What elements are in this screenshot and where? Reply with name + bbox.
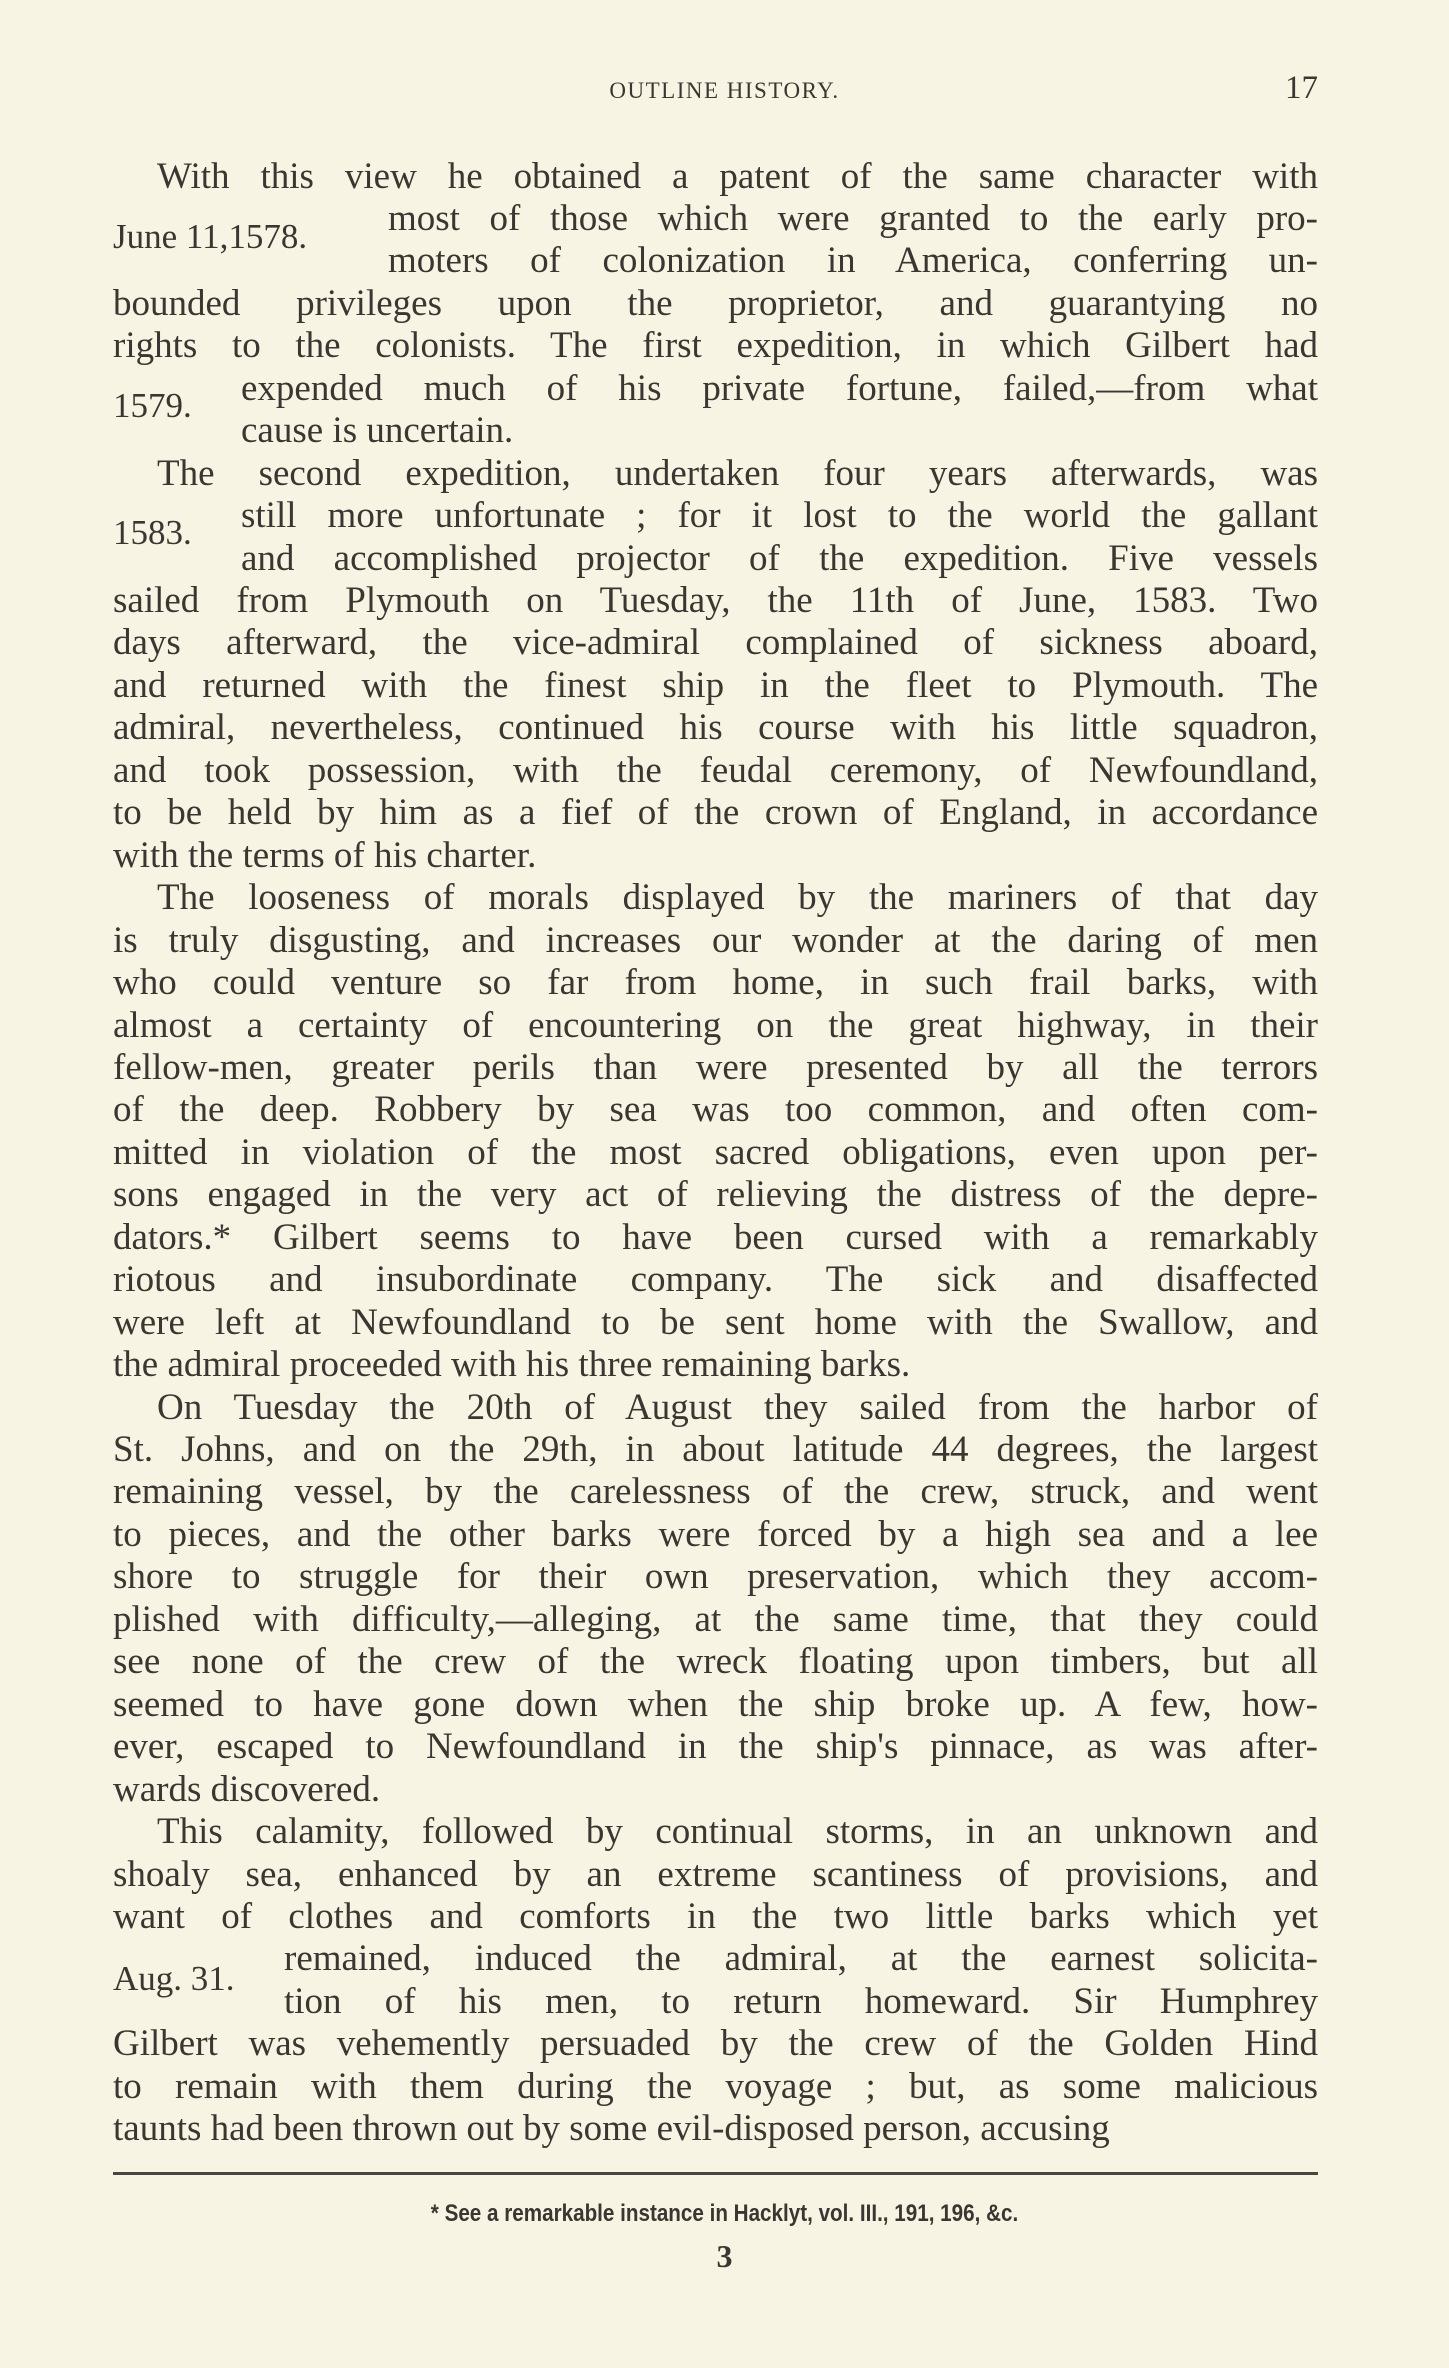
text-line: expended much of his private fortune, failed,—from what [241, 367, 1318, 409]
footnote-rule [113, 2172, 1318, 2175]
text-line: dators.* Gilbert seems to have been cursed with a remarkably [113, 1216, 1318, 1258]
text-line: who could venture so far from home, in such frail barks, with [113, 962, 1318, 1004]
text-line: and returned with the finest ship in the fleet to Plymouth. The [113, 664, 1318, 706]
text-line: cause is uncertain. [241, 410, 514, 452]
text-line: want of clothes and comforts in the two little barks which yet [113, 1895, 1318, 1937]
side-note: 1579. [113, 386, 192, 425]
page-number: 17 [1285, 70, 1318, 106]
text-line: sons engaged in the very act of relieving the distress of the depre- [113, 1174, 1318, 1216]
text-line: admiral, nevertheless, continued his course with his little squadron, [113, 707, 1318, 749]
text-line: were left at Newfoundland to be sent home with the Swallow, and [113, 1301, 1318, 1343]
text-line: remained, induced the admiral, at the earnest solicita- [284, 1938, 1318, 1980]
text-line: This calamity, followed by continual storms, in an unknown and [157, 1811, 1318, 1853]
text-line: shore to struggle for their own preservation, which they accom- [113, 1556, 1318, 1598]
text-line: almost a certainty of encountering on the great highway, in their [113, 1004, 1318, 1046]
text-line: remaining vessel, by the carelessness of the crew, struck, and went [113, 1471, 1318, 1513]
text-line: to be held by him as a fief of the crown of England, in accordance [113, 792, 1318, 834]
signature-mark: 3 [716, 2238, 733, 2274]
side-note: June 11,1578. [113, 217, 308, 256]
text-line: see none of the crew of the wreck floating upon timbers, but all [113, 1641, 1318, 1683]
text-line: fellow-men, greater perils than were presented by all the terrors [113, 1046, 1318, 1088]
side-note: Aug. 31. [113, 1959, 235, 1998]
text-line: tion of his men, to return homeward. Sir Humphrey [284, 1980, 1318, 2022]
text-line: On Tuesday the 20th of August they sailed from the harbor of [157, 1386, 1318, 1428]
text-line: still more unfortunate ; for it lost to the world the gallant [241, 495, 1318, 537]
text-line: to remain with them during the voyage ; but, as some malicious [113, 2065, 1318, 2107]
text-line: wards discovered. [113, 1768, 381, 1810]
text-line: riotous and insubordinate company. The sick and disaffected [113, 1259, 1318, 1301]
text-line: The second expedition, undertaken four years afterwards, was [157, 452, 1318, 494]
text-line: The looseness of morals displayed by the mariners of that day [157, 877, 1318, 919]
text-line: is truly disgusting, and increases our wonder at the daring of men [113, 919, 1318, 961]
text-line: seemed to have gone down when the ship broke up. A few, how- [113, 1683, 1318, 1725]
text-line: days afterward, the vice-admiral complained of sickness aboard, [113, 622, 1318, 664]
text-line: of the deep. Robbery by sea was too common, and often com- [113, 1089, 1318, 1131]
side-note: 1583. [113, 513, 192, 552]
running-title: OUTLINE HISTORY. [609, 78, 840, 103]
text-line: sailed from Plymouth on Tuesday, the 11th of June, 1583. Two [113, 580, 1318, 621]
text-line: rights to the colonists. The first expedition, in which Gilbert had [113, 325, 1318, 367]
text-line: ever, escaped to Newfoundland in the ship's pinnace, as was after- [113, 1726, 1318, 1768]
footnote: * See a remarkable instance in Hacklyt, vol. III., 191, 196, &c. [430, 2200, 1019, 2227]
text-line: and accomplished projector of the expedition. Five vessels [241, 537, 1318, 579]
text-line: plished with difficulty,—alleging, at the same time, that they could [113, 1598, 1318, 1640]
text-line: Gilbert was vehemently persuaded by the crew of the Golden Hind [113, 2023, 1318, 2065]
text-line: St. Johns, and on the 29th, in about latitude 44 degrees, the largest [113, 1429, 1318, 1470]
text-line: mitted in violation of the most sacred obligations, even upon per- [113, 1131, 1318, 1173]
text-line: most of those which were granted to the early pro- [388, 197, 1318, 239]
text-line: with the terms of his charter. [113, 834, 537, 876]
text-line: With this view he obtained a patent of the same character with [157, 155, 1318, 197]
text-line: and took possession, with the feudal ceremony, of Newfoundland, [113, 749, 1318, 791]
text-line: taunts had been thrown out by some evil-disposed person, accusing [113, 2108, 1110, 2150]
text-line: bounded privileges upon the proprietor, and guarantying no [113, 282, 1318, 324]
text-line: shoaly sea, enhanced by an extreme scantiness of provisions, and [113, 1853, 1318, 1895]
text-line: to pieces, and the other barks were forced by a high sea and a lee [113, 1513, 1318, 1555]
text-line: moters of colonization in America, conferring un- [388, 240, 1318, 282]
text-line: the admiral proceeded with his three remaining barks. [113, 1344, 911, 1386]
